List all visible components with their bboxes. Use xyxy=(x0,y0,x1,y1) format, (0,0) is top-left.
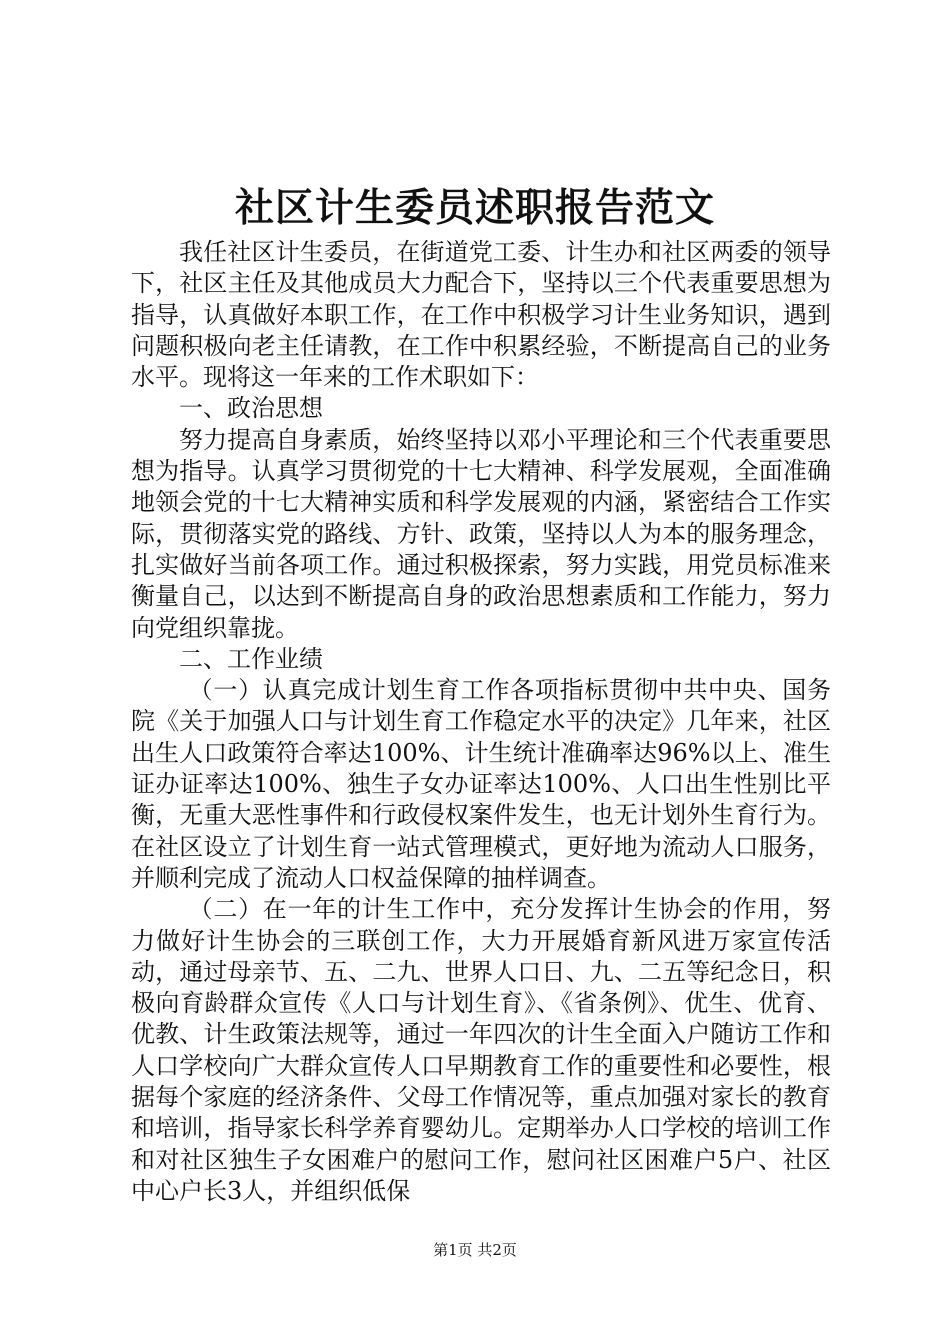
document-body xyxy=(131,237,831,1207)
achievement-item-2: （二）在一年的计生工作中，充分发挥计生协会的作用，努力做好计生协会的三联创工作，大力开展婚育新风进万家宣传活动，通过母亲节、五、二九、世界人口日、九、二五等纪念日，积极向育龄群众宣传《人口与计划生育》、《省条例》、优生、优育、优教、计生政策法规等，通过一年四次的计生全面入户随访工作和人口学校向广大群众宣传人口早期教育工作的重要性和必要性，根据每个家庭的经济条件、父母工作情况等，重点加强对家长的教育和培训，指导家长科学养育婴幼儿。定期举办人口学校的培训工作和对社区独生子女困难户的慰问工作，慰问社区困难户5户、社区中心户长3人，并组织低保 xyxy=(131,895,831,1205)
achievement-item-1: （一）认真完成计划生育工作各项指标贯彻中共中央、国务院《关于加强人口与计划生育工作稳定水平的决定》几年来，社区出生人口政策符合率达100%、计生统计准确率达96%以上、准生证办证率达100%、独生子女办证率达100%、人口出生性别比平衡，无重大恶性事件和行政侵权案件发生，也无计划外生育行为。在社区设立了计划生育一站式管理模式，更好地为流动人口服务，并顺利完成了流动人口权益保障的抽样调查。 xyxy=(131,676,831,892)
section-heading-achievements: 二、工作业绩 xyxy=(179,644,323,673)
politics-paragraph: 努力提高自身素质，始终坚持以邓小平理论和三个代表重要思想为指导。认真学习贯彻党的十七大精神、科学发展观，全面准确地领会党的十七大精神实质和科学发展观的内涵，紧密结合工作实际，贯彻落实党的路线、方针、政策，坚持以人为本的服务理念，扎实做好当前各项工作。通过积极探索，努力实践，用党员标准来衡量自己，以达到不断提高自身的政治思想素质和工作能力，努力向党组织靠拢。 xyxy=(131,425,831,642)
intro-paragraph: 我任社区计生委员，在街道党工委、计生办和社区两委的领导下，社区主任及其他成员大力配合下，坚持以三个代表重要思想为指导，认真做好本职工作，在工作中积极学习计生业务知识，遇到问题积极向老主任请教，在工作中积累经验，不断提高自己的业务水平。现将这一年来的工作术职如下： xyxy=(131,238,831,392)
section-heading-politics: 一、政治思想 xyxy=(179,394,323,423)
page-footer: 第1页 共2页 xyxy=(433,1241,517,1259)
document-title: 社区计生委员述职报告范文 xyxy=(234,185,715,231)
